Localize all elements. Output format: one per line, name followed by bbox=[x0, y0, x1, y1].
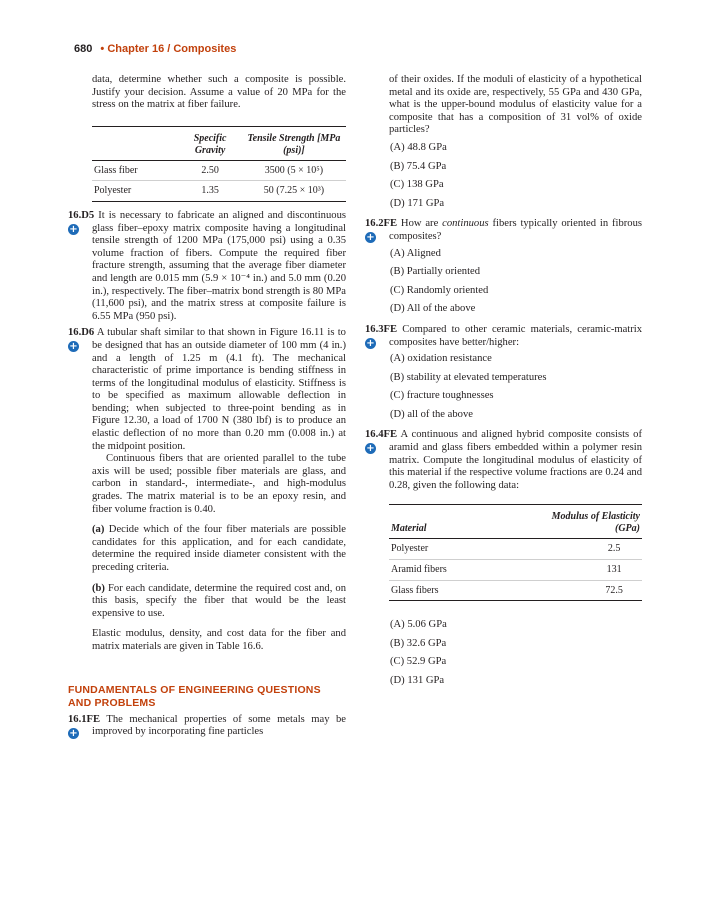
plus-icon[interactable]: + bbox=[366, 337, 375, 349]
answer-option[interactable]: (D) 131 GPa bbox=[390, 675, 445, 686]
problem-number: 16.D6 bbox=[68, 327, 95, 339]
part-text: Decide which of the four fiber materials are possible candidates for this application, and for each candidate, determine the required inside diameter consistent with the preceding criteria. bbox=[92, 524, 346, 573]
answer-option[interactable]: (A) Aligned bbox=[390, 247, 441, 259]
table-cell: 131 bbox=[528, 560, 642, 581]
problem-continuation: of their oxides. If the moduli of elasticity of a hypothetical metal and its oxide are, respectively, 55 GPa and 430 GPa, what is the upper-bound modulus of elasticity value for a composite that has a composition of 31 vol% of oxide particles? bbox=[389, 74, 642, 136]
modulus-table bbox=[389, 504, 642, 601]
part-a bbox=[92, 524, 346, 574]
table-header-row bbox=[92, 126, 346, 160]
table-row bbox=[92, 160, 346, 181]
plus-icon[interactable]: + bbox=[69, 727, 78, 739]
table-header-row bbox=[389, 505, 642, 539]
table-cell: Polyester bbox=[92, 181, 178, 202]
table-cell: 2.50 bbox=[178, 160, 242, 181]
answer-option[interactable]: (B) 75.4 GPa bbox=[390, 160, 447, 172]
table-cell: Aramid fibers bbox=[389, 560, 528, 581]
problem-number: 16.2FE bbox=[365, 218, 398, 230]
answer-option[interactable]: (B) Partially oriented bbox=[390, 266, 481, 278]
part-b bbox=[92, 583, 346, 621]
table-header: Material bbox=[389, 505, 528, 539]
part-label: (b) bbox=[92, 582, 105, 594]
problem-text: Compared to other ceramic materials, ceramic-matrix composites have better/higher: bbox=[389, 323, 642, 348]
problem-16-3fe bbox=[365, 323, 642, 422]
part-label: (a) bbox=[92, 524, 105, 536]
problem-16-d5 bbox=[68, 209, 346, 323]
answer-option[interactable]: (A) 5.06 GPa bbox=[390, 619, 447, 631]
problem-text: It is necessary to fabricate an aligned and discontinuous glass fiber–epoxy matrix composite having a longitudinal tensile strength of 1200 MPa (175,000 psi) using a 0.35 volume fraction of fibers. Compute the required fiber fracture strength, assuming that the average fiber diameter and length are 0.015 mm (5.9 × 10⁻⁴ in.) and 5.0 mm (0.20 in.), respectively. The fiber–matrix bond strength is 80 MPa (11,600 psi), and the matrix stress at composite failure is 6.55 MPa (950 psi). bbox=[92, 209, 346, 322]
table-row bbox=[389, 560, 642, 581]
answer-options bbox=[389, 142, 642, 210]
problem-continuation: data, determine whether such a composite is possible. Justify your decision. Assume a value of 20 MPa for the stress on the matrix at fiber failure. bbox=[92, 74, 346, 111]
answer-option[interactable]: (B) stability at elevated temperatures bbox=[390, 371, 547, 383]
problem-number: 16.4FE bbox=[365, 429, 398, 441]
table-row bbox=[92, 181, 346, 202]
problem-text-italic: continuous bbox=[442, 218, 489, 230]
closing-paragraph: Elastic modulus, density, and cost data for the fiber and matrix materials are given in Table 16.6. bbox=[92, 628, 346, 652]
answer-option[interactable]: (A) oxidation resistance bbox=[390, 353, 492, 365]
problem-text: The mechanical properties of some metals may be improved by incorporating fine particles bbox=[92, 713, 346, 738]
table-row bbox=[389, 539, 642, 560]
chapter-title: • Chapter 16 / Composites bbox=[100, 43, 237, 55]
problem-paragraph: Continuous fibers that are oriented parallel to the tube axis will be used; possible fiber materials are glass, and carbon in standard-, intermediate-, and high-modulus grades. The matrix material is to be an epoxy resin, and fiber volume fraction is 0.40. bbox=[92, 453, 346, 515]
left-column bbox=[68, 74, 346, 739]
problem-16-4fe bbox=[365, 429, 642, 687]
fiber-properties-table bbox=[92, 126, 346, 202]
answer-option[interactable]: (C) 138 GPa bbox=[390, 179, 444, 191]
problem-text: A tubular shaft similar to that shown in Figure 16.11 is to be designed that has an outside diameter of 100 mm (4 in.) and a length of 1.25 m (4.1 ft). The mechanical characteristic of prime importance is bending stiffness in terms of the longitudinal modulus of elasticity. Stiffness is to be specified as maximum allowable deflection in bending; when subjected to three-point bending as in Figure 12.30, a load of 1700 N (380 lbf) is to produce an elastic deflection of no more than 0.20 mm (0.008 in.) at the midpoint position. bbox=[92, 327, 346, 452]
answer-option[interactable]: (A) 48.8 GPa bbox=[390, 141, 447, 153]
table-header: Modulus of Elasticity (GPa) bbox=[528, 505, 642, 539]
plus-icon[interactable]: + bbox=[366, 232, 375, 244]
problem-number: 16.D5 bbox=[68, 209, 95, 221]
table-cell: 2.5 bbox=[528, 539, 642, 560]
table-cell: Glass fiber bbox=[92, 160, 178, 181]
table-cell: 72.5 bbox=[528, 580, 642, 601]
problem-number: 16.1FE bbox=[68, 713, 101, 725]
answer-options bbox=[389, 619, 642, 687]
answer-options bbox=[389, 353, 642, 421]
table-cell: 50 (7.25 × 10³) bbox=[242, 181, 346, 202]
running-header bbox=[74, 43, 236, 55]
answer-option[interactable]: (C) 52.9 GPa bbox=[390, 656, 447, 668]
problem-16-2fe bbox=[365, 218, 642, 316]
answer-option[interactable]: (C) Randomly oriented bbox=[390, 284, 489, 296]
problem-text: A continuous and aligned hybrid composite consists of aramid and glass fibers embedded within a polymer resin matrix. Compute the longitudinal modulus of elasticity of this material if the respective volume fractions are 0.24 and 0.28, given the following data: bbox=[389, 429, 642, 491]
answer-option[interactable]: (B) 32.6 GPa bbox=[390, 637, 447, 649]
answer-option[interactable]: (D) all of the above bbox=[390, 408, 473, 420]
right-column bbox=[365, 74, 642, 688]
table-row bbox=[389, 580, 642, 601]
page-number: 680 bbox=[74, 43, 93, 55]
section-title: FUNDAMENTALS OF ENGINEERING QUESTIONS AND PROBLEMS bbox=[68, 683, 321, 709]
table-header: Specific Gravity bbox=[178, 126, 242, 160]
plus-icon[interactable]: + bbox=[366, 443, 375, 455]
plus-icon[interactable]: + bbox=[69, 341, 78, 353]
table-cell: Glass fibers bbox=[389, 580, 528, 601]
problem-16-1fe bbox=[68, 713, 346, 739]
problem-16-d6 bbox=[68, 327, 346, 653]
table-cell: 3500 (5 × 10⁵) bbox=[242, 160, 346, 181]
table-header bbox=[92, 126, 178, 160]
answer-options bbox=[389, 248, 642, 316]
table-cell: 1.35 bbox=[178, 181, 242, 202]
plus-icon[interactable]: + bbox=[69, 223, 78, 235]
answer-option[interactable]: (C) fracture toughnesses bbox=[390, 390, 494, 402]
answer-option[interactable]: (D) 171 GPa bbox=[390, 197, 445, 209]
problem-text: How are bbox=[400, 218, 439, 230]
table-cell: Polyester bbox=[389, 539, 528, 560]
problem-number: 16.3FE bbox=[365, 323, 398, 335]
table-header: Tensile Strength [MPa (psi)] bbox=[242, 126, 346, 160]
answer-option[interactable]: (D) All of the above bbox=[390, 303, 476, 315]
part-text: For each candidate, determine the required cost and, on this basis, specify the fiber that would be the least expensive to use. bbox=[92, 582, 346, 619]
problem-text: fibers typically oriented in fibrous composites? bbox=[389, 218, 642, 242]
